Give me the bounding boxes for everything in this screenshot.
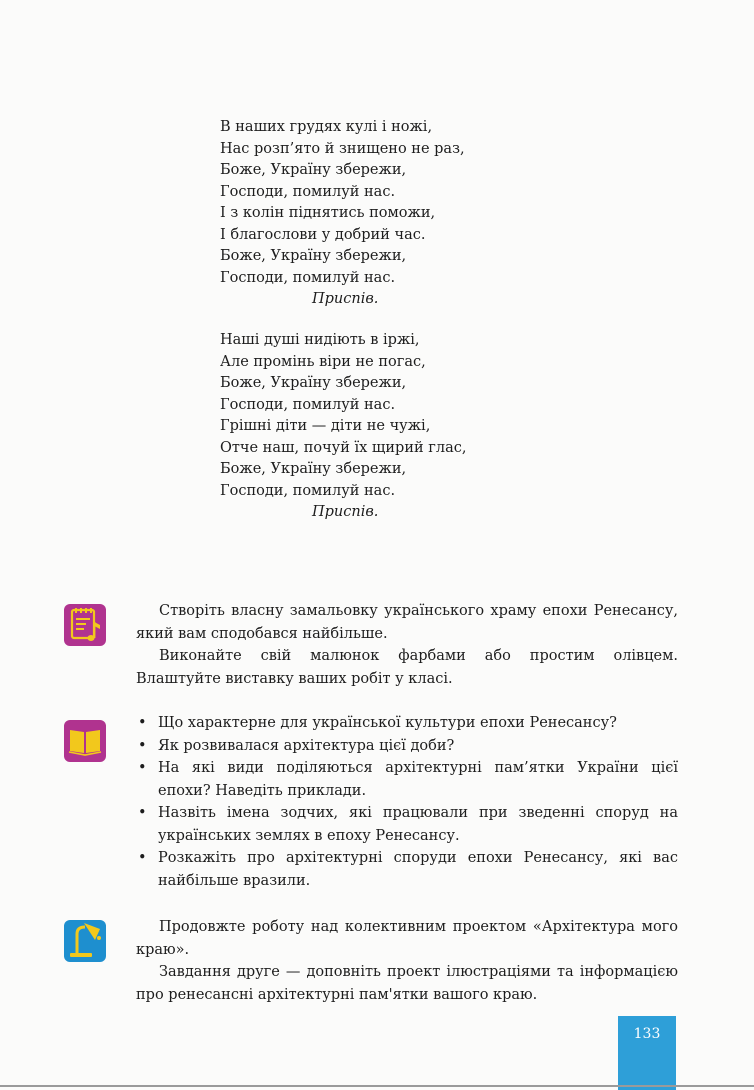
project-paragraph: Завдання друге — доповніть проект ілюстраціями та інформацією про ренесансні архітектурні пам'ятки вашого краю.: [136, 964, 678, 1003]
poem-line: І з колін піднятись поможи,: [220, 205, 436, 221]
poem-line: Наші душі нидіють в іржі,: [220, 332, 420, 348]
question-item: • Як розвивалася архітектура цієї доби?: [136, 735, 678, 758]
poem-line: Господи, помилуй нас.: [220, 482, 396, 499]
bottom-rule: [0, 1085, 754, 1087]
poem-refrain: Приспів.: [312, 504, 379, 520]
poem-line: Грішні діти — діти не чужі,: [220, 418, 431, 434]
page-number-tab: [618, 1016, 676, 1090]
poem-line: Боже, Україну збережи,: [220, 375, 407, 391]
poem-line: В наших грудях кулі і ножі,: [220, 119, 433, 135]
poem-stanza-1: [220, 117, 520, 311]
poem-line: Господи, помилуй нас.: [220, 183, 396, 200]
task-block: [136, 600, 678, 690]
poem-line: Боже, Україну збережи,: [220, 461, 407, 477]
open-book-icon: [64, 720, 106, 762]
question-item: • Що характерне для української культури епохи Ренесансу?: [136, 712, 678, 735]
questions-list: [136, 712, 678, 892]
questions-block: [136, 712, 678, 892]
project-paragraph: Продовжте роботу над колективним проектом «Архітектура мого краю».: [136, 919, 678, 958]
poem-line: Нас розп’ято й знищено не раз,: [220, 140, 465, 157]
poem-line: Отче наш, почуй їх щирий глас,: [220, 439, 467, 456]
poem-stanza-2: [220, 330, 520, 524]
poem-line: І благослови у добрий час.: [220, 226, 426, 243]
art-music-icon: [64, 604, 106, 646]
question-item: • Розкажіть про архітектурні споруди епохи Ренесансу, які вас найбільше вразили.: [136, 847, 678, 892]
desk-lamp-icon: [64, 920, 106, 962]
poem-line: Але промінь віри не погас,: [220, 353, 426, 370]
page-number: 133: [633, 1026, 661, 1042]
task-paragraph: Виконайте свій малюнок фарбами або простим олівцем. Влаштуйте виставку ваших робіт у класі.: [136, 648, 678, 687]
poem-line: Господи, помилуй нас.: [220, 269, 396, 286]
task-paragraph: Створіть власну замальовку українського храму епохи Ренесансу, який вам сподобався найбільше.: [136, 603, 678, 642]
poem-refrain: Приспів.: [312, 291, 379, 307]
question-item: • На які види поділяються архітектурні пам’ятки України цієї епохи? Наведіть приклади.: [136, 757, 678, 802]
poem-line: Боже, Україну збережи,: [220, 162, 407, 178]
poem-line: Боже, Україну збережи,: [220, 248, 407, 264]
question-item: • Назвіть імена зодчих, які працювали при зведенні споруд на українських землях в епоху Ренесансу.: [136, 802, 678, 847]
project-block: [136, 916, 678, 1006]
poem-line: Господи, помилуй нас.: [220, 396, 396, 413]
